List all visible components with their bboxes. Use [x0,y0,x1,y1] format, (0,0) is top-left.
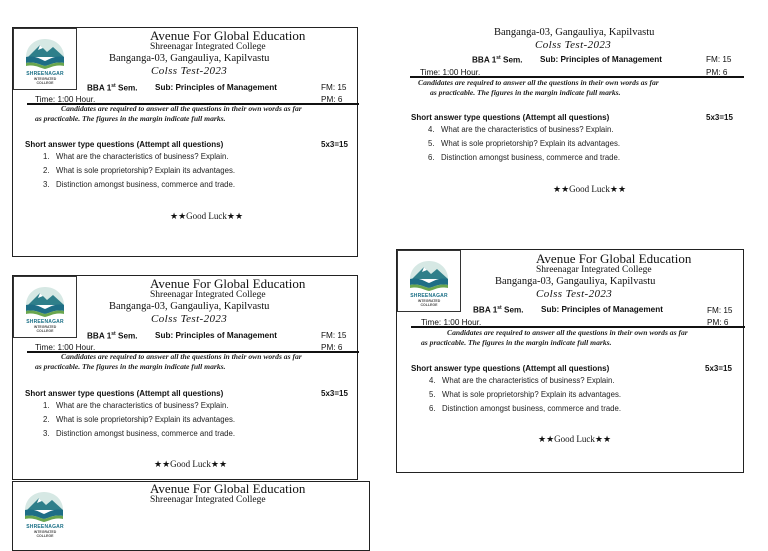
college-logo [397,250,461,312]
college-name: Shreenagar Integrated College [150,290,266,300]
program-label: BBA 1st Sem. [87,331,138,341]
institution-name: Avenue For Global Education [536,251,692,266]
college-address: Banganga-03, Gangauliya, Kapilvastu [109,53,270,64]
college-name: Shreenagar Integrated College [150,495,266,505]
college-logo [13,28,77,90]
college-name: Shreenagar Integrated College [536,265,652,275]
logo-line3: COLLEGE [36,81,54,85]
good-luck: ★★Good Luck★★ [154,459,228,469]
test-title: Colss Test-2023 [151,313,228,325]
good-luck: ★★Good Luck★★ [538,434,612,444]
pass-marks: PM: 6 [321,343,343,352]
institution-name: Avenue For Global Education [150,481,306,496]
logo-line2: INTEGRATED [33,77,57,81]
instruction-line-2: as practicable. The figures in the margin indicate full marks. [421,338,612,347]
mountain-book-icon [19,488,69,524]
logo-line3: COLLEGE [36,534,54,538]
logo-line3: COLLEGE [420,303,438,307]
good-luck: ★★Good Luck★★ [170,211,244,221]
logo-name: SHREENAGAR [26,319,64,325]
instruction-line-2: as practicable. The figures in the margin indicate full marks. [35,362,226,371]
pass-marks: PM: 6 [707,318,729,327]
section-title: Short answer type questions (Attempt all questions) [25,140,224,149]
college-address: Banganga-03, Gangauliya, Kapilvastu [495,276,656,287]
mountain-book-icon [404,257,454,293]
section-title: Short answer type questions (Attempt all questions) [411,113,610,122]
instruction-line-1: Candidates are required to answer all the questions in their own words as far [61,104,302,113]
subject-label: Sub: Principles of Management [541,305,663,314]
time-label: Time: 1:00 Hour. [35,95,96,104]
full-marks: FM: 15 [707,306,733,315]
section-title: Short answer type questions (Attempt all questions) [25,389,224,398]
test-title: Colss Test-2023 [535,39,612,51]
logo-name: SHREENAGAR [26,71,64,77]
program-label: BBA 1st Sem. [472,55,523,65]
instruction-line-1: Candidates are required to answer all the questions in their own words as far [61,352,302,361]
question-6: 6. Distinction amongst business, commerce and trade. [429,404,621,413]
time-label: Time: 1:00 Hour. [421,318,482,327]
mountain-book-icon [20,283,70,319]
subject-label: Sub: Principles of Management [540,55,662,64]
question-4: 4. What are the characteristics of business? Explain. [428,125,614,134]
logo-line3: COLLEGE [36,329,54,333]
institution-name: Avenue For Global Education [150,276,306,291]
college-logo [13,276,77,338]
time-label: Time: 1:00 Hour. [35,343,96,352]
question-5: 5. What is sole proprietorship? Explain its advantages. [428,139,621,148]
instruction-line-2: as practicable. The figures in the margin indicate full marks. [35,114,226,123]
question-4: 4. What are the characteristics of business? Explain. [429,376,615,385]
subject-label: Sub: Principles of Management [155,331,277,340]
section-title: Short answer type questions (Attempt all questions) [411,364,610,373]
instruction-line-2: as practicable. The figures in the margin indicate full marks. [430,88,621,97]
exam-paper-right [396,249,744,473]
question-2: 2. What is sole proprietorship? Explain its advantages. [43,166,236,175]
section-marks: 5x3=15 [321,389,348,398]
question-1: 1. What are the characteristics of business? Explain. [43,152,229,161]
pass-marks: PM: 6 [321,95,343,104]
question-5: 5. What is sole proprietorship? Explain its advantages. [429,390,622,399]
question-3: 3. Distinction amongst business, commerce and trade. [43,180,235,189]
exam-paper-bottom-cut [12,481,370,551]
instruction-line-1: Candidates are required to answer all the questions in their own words as far [418,78,659,87]
question-2: 2. What is sole proprietorship? Explain its advantages. [43,415,236,424]
section-marks: 5x3=15 [321,140,348,149]
logo-line2: INTEGRATED [417,299,441,303]
exam-paper-top-left [12,27,358,257]
subject-label: Sub: Principles of Management [155,83,277,92]
full-marks: FM: 15 [706,55,732,64]
pass-marks: PM: 6 [706,68,728,77]
college-address: Banganga-03, Gangauliya, Kapilvastu [109,301,270,312]
time-label: Time: 1:00 Hour. [420,68,481,77]
logo-name: SHREENAGAR [410,293,448,299]
full-marks: FM: 15 [321,331,347,340]
good-luck: ★★Good Luck★★ [553,184,627,194]
exam-paper-bottom-left [12,275,358,480]
program-label: BBA 1st Sem. [87,83,138,93]
mountain-book-icon [20,35,70,71]
logo-line2: INTEGRATED [33,325,57,329]
section-marks: 5x3=15 [705,364,732,373]
test-title: Colss Test-2023 [536,288,613,300]
question-6: 6. Distinction amongst business, commerce and trade. [428,153,620,162]
college-name: Shreenagar Integrated College [150,42,266,52]
section-marks: 5x3=15 [706,113,733,122]
college-address: Banganga-03, Gangauliya, Kapilvastu [494,27,655,38]
instruction-line-1: Candidates are required to answer all the questions in their own words as far [447,328,688,337]
test-title: Colss Test-2023 [151,65,228,77]
program-label: BBA 1st Sem. [473,305,524,315]
full-marks: FM: 15 [321,83,347,92]
logo-line2: INTEGRATED [33,530,57,534]
question-1: 1. What are the characteristics of business? Explain. [43,401,229,410]
logo-name: SHREENAGAR [26,524,64,530]
question-3: 3. Distinction amongst business, commerce and trade. [43,429,235,438]
college-logo [13,482,77,544]
exam-paper-top-right [398,26,744,196]
institution-name: Avenue For Global Education [150,28,306,43]
